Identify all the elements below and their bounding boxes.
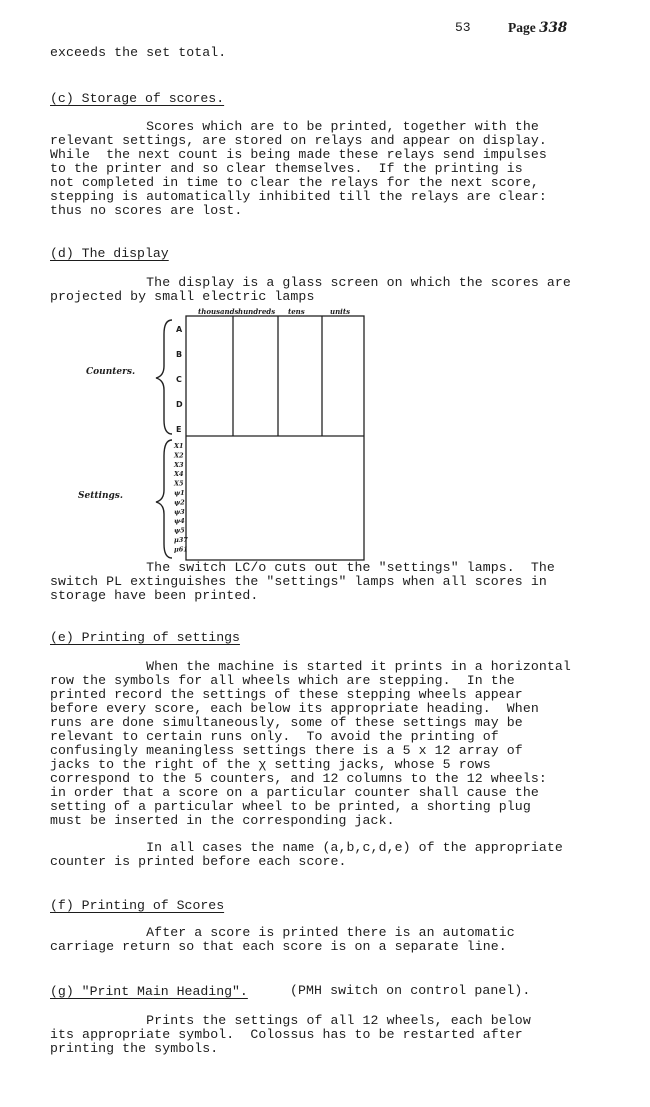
- counter-row-label: A: [176, 325, 183, 334]
- setting-row-label: μ61: [174, 545, 188, 554]
- section-d-intro-line: The display is a glass screen on which the scores are: [50, 275, 571, 290]
- setting-row-label: X2: [174, 451, 184, 460]
- settings-brace-icon: [156, 440, 172, 558]
- setting-row-label: X1: [174, 442, 184, 450]
- column-header-units: units: [330, 307, 351, 316]
- section-c-line: stepping is automatically inhibited till the relays are clear:: [50, 189, 547, 204]
- counter-row-label: D: [176, 400, 183, 409]
- setting-row-label: ψ4: [174, 517, 185, 526]
- handwritten-page-number: 338: [539, 20, 568, 36]
- setting-row-label: X3: [174, 460, 184, 469]
- display-diagram: [60, 300, 380, 562]
- page-label: [508, 20, 567, 36]
- counters-brace-icon: [156, 320, 172, 434]
- section-d-after-line: switch PL extinguishes the "settings" lamps when all scores in: [50, 574, 547, 589]
- section-e-line: correspond to the 5 counters, and 12 columns to the 12 wheels:: [50, 771, 547, 786]
- section-e-line: printed record the settings of these stepping wheels appear: [50, 687, 523, 702]
- section-g-line: Prints the settings of all 12 wheels, each below: [50, 1013, 531, 1028]
- section-g-heading-note: (PMH switch on control panel).: [290, 983, 531, 998]
- section-g-line: its appropriate symbol. Colossus has to be restarted after: [50, 1027, 523, 1042]
- section-e-line: row the symbols for all wheels which are stepping. In the: [50, 673, 515, 688]
- setting-row-label: X4: [174, 470, 184, 479]
- section-e-line: in order that a score on a particular counter shall cause the: [50, 785, 539, 800]
- section-e-line: relevant to certain runs only. To avoid the printing of: [50, 729, 499, 744]
- section-c-line: not completed in time to clear the relays for the next score,: [50, 175, 539, 190]
- counters-label: Counters.: [86, 367, 136, 377]
- section-e-line: setting of a particular wheel to be printed, a shorting plug: [50, 799, 531, 814]
- display-grid: [186, 316, 364, 560]
- settings-label: Settings.: [78, 491, 123, 501]
- section-d-after-line: storage have been printed.: [50, 588, 259, 603]
- section-g-heading: (g) "Print Main Heading".: [50, 984, 248, 999]
- section-e-line: jacks to the right of the χ setting jacks, whose 5 rows: [50, 757, 491, 772]
- section-c-line: to the printer and so clear themselves. If the printing is: [50, 161, 523, 176]
- section-e-line: before every score, each below its appropriate heading. When: [50, 701, 539, 716]
- section-c-line: Scores which are to be printed, together with the: [50, 119, 539, 134]
- page-label-text: Page: [508, 20, 536, 35]
- section-f-line: After a score is printed there is an automatic: [50, 925, 515, 940]
- section-g-line: printing the symbols.: [50, 1041, 219, 1056]
- column-header-thousands: thousands: [198, 307, 239, 316]
- section-c-line: thus no scores are lost.: [50, 203, 243, 218]
- section-e-line: runs are done simultaneously, some of these settings may be: [50, 715, 523, 730]
- counter-row-label: B: [176, 350, 183, 359]
- counter-row-label: C: [176, 375, 182, 384]
- column-header-hundreds: hundreds: [238, 307, 276, 316]
- section-c-line: While the next count is being made these relays send impulses: [50, 147, 547, 162]
- opening-line: exceeds the set total.: [50, 45, 227, 60]
- column-header-tens: tens: [288, 307, 305, 316]
- section-d-heading: (d) The display: [50, 246, 169, 261]
- section-e-line-2: counter is printed before each score.: [50, 854, 347, 869]
- page-number: 53: [455, 20, 471, 35]
- section-f-heading: (f) Printing of Scores: [50, 898, 225, 913]
- section-e-line: confusingly meaningless settings there is a 5 x 12 array of: [50, 743, 523, 758]
- setting-row-label: μ37: [174, 536, 188, 544]
- section-e-line: When the machine is started it prints in a horizontal: [50, 659, 571, 674]
- setting-row-label: X5: [174, 479, 184, 488]
- setting-row-label: ψ3: [174, 507, 185, 516]
- setting-row-label: ψ2: [174, 498, 185, 507]
- setting-row-label: ψ1: [174, 489, 185, 497]
- section-d-intro-line: projected by small electric lamps: [50, 289, 315, 304]
- section-c-heading: (c) Storage of scores.: [50, 91, 225, 106]
- section-e-line-2: In all cases the name (a,b,c,d,e) of the appropriate: [50, 840, 563, 855]
- setting-row-label: ψ5: [174, 526, 185, 535]
- section-d-after-line: The switch LC/o cuts out the "settings" lamps. The: [50, 560, 555, 575]
- section-e-heading: (e) Printing of settings: [50, 630, 240, 645]
- section-c-line: relevant settings, are stored on relays and appear on display.: [50, 133, 547, 148]
- section-e-line: must be inserted in the corresponding jack.: [50, 813, 395, 828]
- counter-row-label: E: [176, 425, 182, 434]
- section-f-line: carriage return so that each score is on a separate line.: [50, 939, 507, 954]
